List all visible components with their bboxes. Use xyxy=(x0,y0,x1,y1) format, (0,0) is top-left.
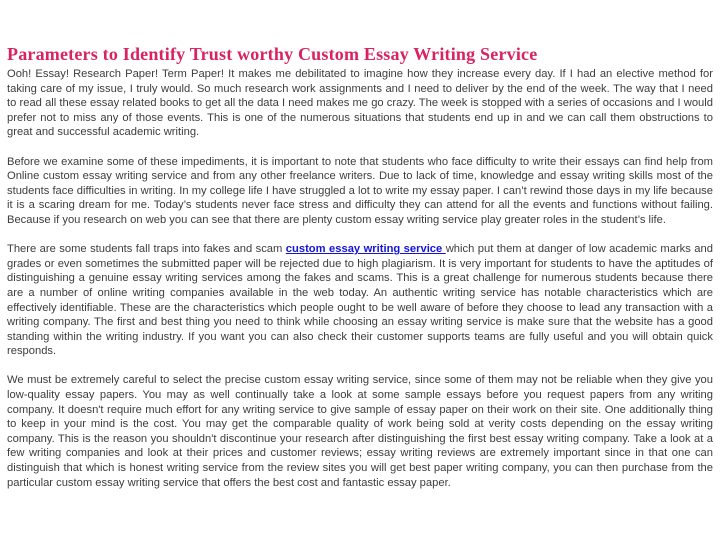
paragraph-3-before-link: There are some students fall traps into fakes and scam xyxy=(7,243,286,256)
paragraph-3 xyxy=(7,242,713,359)
paragraph-2: Before we examine some of these impediments, it is important to note that students who face difficulty to write their essays can find help from Online custom essay writing service and from any other freelance writers. Due to lack of time, knowledge and essay writing skills most of the students face difficulties in writing. In my college life I have struggled a lot to write my essay paper. I can’t rewind those days in my life because it is a scaring dream for me. Today’s students never face stress and difficulty they can attend for all the events and functions without failing. Because if you research on web you can see that there are plenty custom essay writing service play greater roles in the student’s life. xyxy=(7,155,713,226)
custom-essay-writing-service-link[interactable]: custom essay writing service xyxy=(285,243,446,256)
paragraph-1: Ooh! Essay! Research Paper! Term Paper! It makes me debilitated to imagine how they increase every day. If I had an elective method for taking care of my issue, I truly would. So much research work assignments and I need to deliver by the end of the week. The way that I need to read all these essay related books to get all the data I need makes me go crazy. The week is stopped with a series of occasions and I would prefer not to miss any of those events. This is one of the numerous situations that students end up in and we can call them obstructions to great and successful academic writing. xyxy=(7,68,713,139)
paragraph-4: We must be extremely careful to select the precise custom essay writing service, since some of them may not be reliable when they give you low-quality essay papers. You may as well continually take a look at some sample essays before you request papers from any writing company. It doesn't require much effort for any writing service to give sample of essay paper on their work on their site. One additionally thing to keep in your mind is the cost. You may get the comparable quality of work being sold at verity costs depending on the essay writing company. This is the reason you shouldn't discontinue your research after distinguishing the first best essay writing company. Take a look at a few writing companies and look at their prices and customer reviews; essay writing reviews are extremely important since in that one can distinguish that which is honest writing service from the review sites you will get best paper writing company, you can then purchase from the particular custom essay writing service that offers the best cost and fantastic essay paper. xyxy=(7,374,713,489)
page-title: Parameters to Identify Trust worthy Custom Essay Writing Service xyxy=(7,44,538,64)
paragraph-3-after-link: which put them at danger of low academic marks and grades or even sometimes the submitted paper will be rejected due to high plagiarism. It is very important for students to have the aptitudes of distinguishing a genuine essay writing services among the fakes and scams. This is a great challenge for numerous students because there are a number of online writing companies available in the web today. An authentic writing service has notable characteristics which are effectively identifiable. These are the characteristics which people ought to be well aware of before they choose to lead any transaction with a writing company. The first and best thing you need to think while choosing an essay writing service is make sure that the website has a good standing within the writing industry. If you want you can also check their customer supports teams are fully useful and you will obtain quick responds. xyxy=(7,243,713,358)
